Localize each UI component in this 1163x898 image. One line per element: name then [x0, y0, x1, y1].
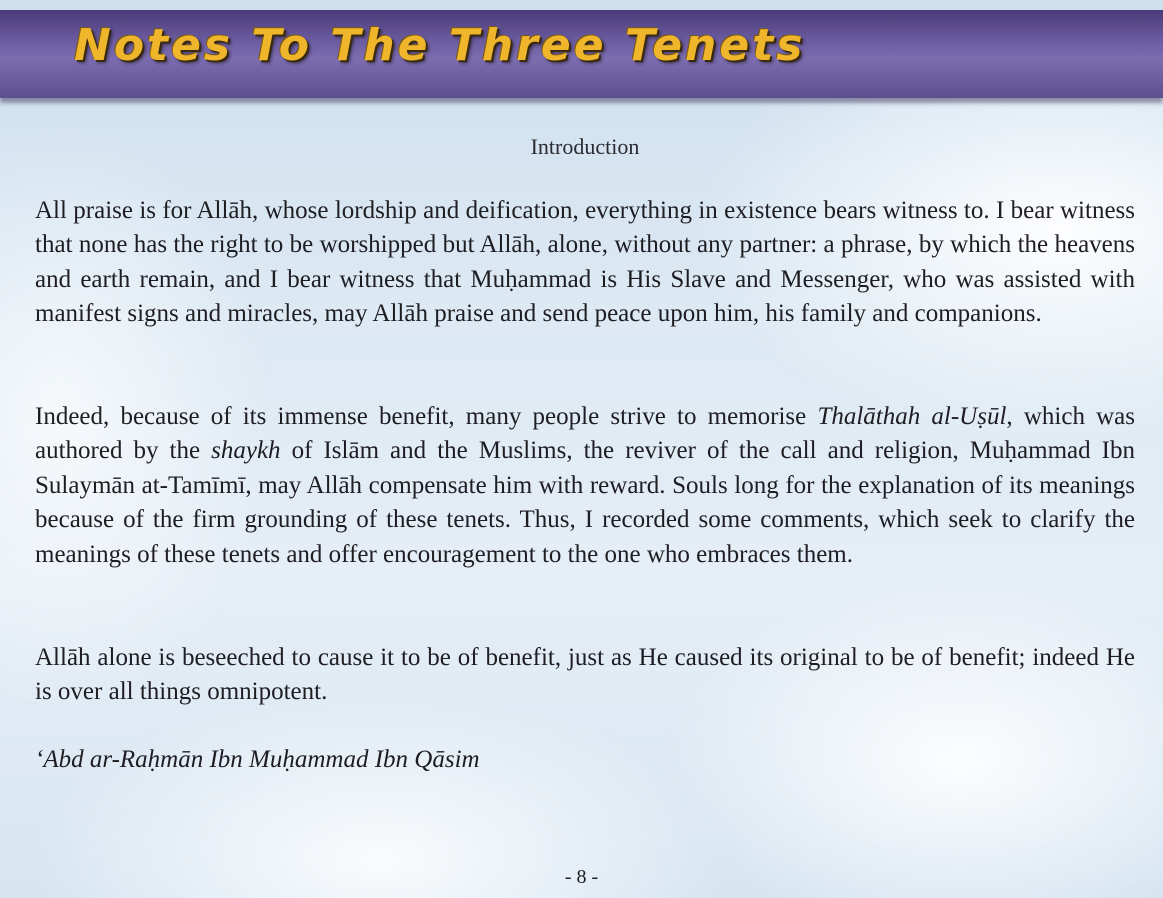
page-title: Notes To The Three Tenets	[74, 20, 806, 71]
page-number: - 8 -	[564, 866, 599, 888]
paragraph-3: Allāh alone is beseeched to cause it to be of benefit, just as He caused its original to be of benefit; indeed He is over all things omnipotent.	[35, 644, 1135, 706]
term-shaykh: shaykh	[211, 437, 281, 465]
paragraph-2-text-b: , which was authored by the	[35, 403, 1136, 465]
book-title: Thalāthah al-Uṣūl	[817, 403, 1007, 430]
section-heading: Introduction	[530, 134, 640, 159]
title-banner	[0, 10, 1163, 98]
author-signature: ‘Abd ar-Raḥmān Ibn Muḥammad Ibn Qāsim	[35, 746, 480, 773]
paragraph-1: All praise is for Allāh, whose lordship and deification, everything in existence bears witness to. I bear witness that none has the right to be worshipped but Allāh, alone, without any partner: a phrase, by which the heavens and earth remain, and I bear witness that Muḥammad is His Slave and Messenger, who was assisted with manifest signs and miracles, may Allāh praise and send peace upon him, his family and companions.	[35, 197, 1135, 328]
paragraph-2	[35, 400, 1135, 572]
paragraph-2-text-a: Indeed, because of its immense benefit, many people strive to memorise	[35, 403, 818, 430]
paragraph-2-text-c: of Islām and the Muslims, the reviver of the call and religion, Muḥammad Ibn Sulaymān at-Tamīmī, may Allāh compensate him with reward. Souls long for the explanation of its meanings because of the firm grounding of these tenets. Thus, I recorded some comments, which seek to clarify the meanings of these tenets and offer encouragement to the one who embraces them.	[35, 437, 1135, 568]
